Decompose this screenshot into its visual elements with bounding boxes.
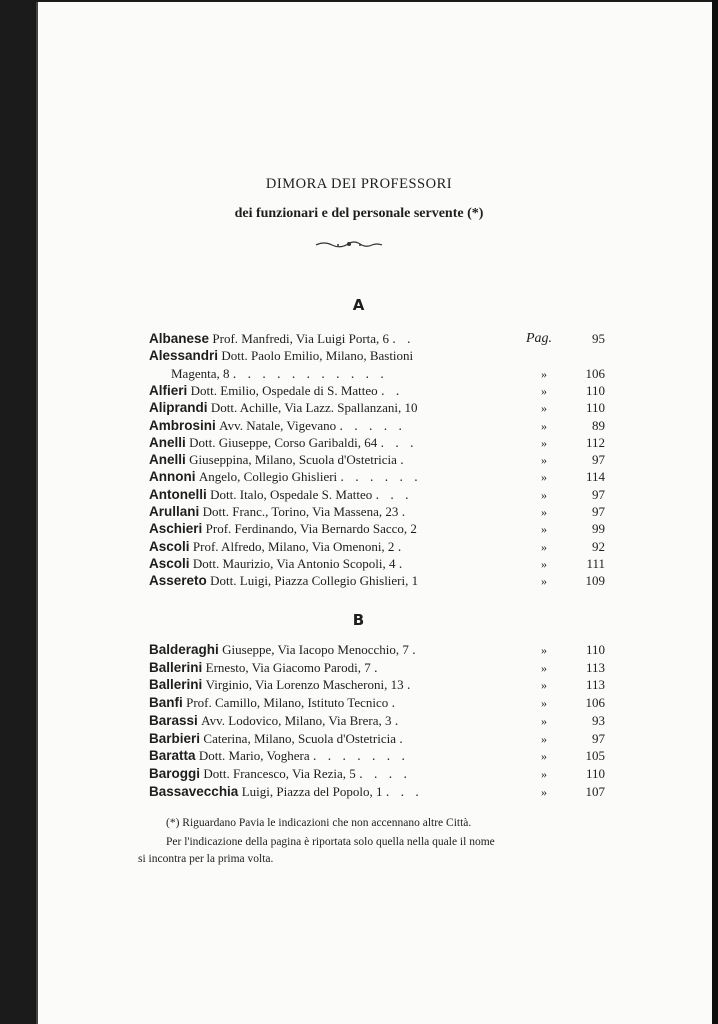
entry-page-number: 106 [585, 695, 605, 711]
directory-entry [149, 417, 605, 435]
entry-surname: Ascoli [149, 555, 190, 571]
directory-entry [149, 468, 605, 486]
entry-detail: Virginio, Via Lorenzo Mascheroni, 13 [205, 677, 404, 693]
entry-page-number: 110 [585, 382, 605, 398]
entry-page-number: 110 [585, 765, 605, 781]
entry-detail: Caterina, Milano, Scuola d'Ostetricia [203, 730, 397, 746]
footnote-line-2: Per l'indicazione della pagina è riportata solo quella nella quale il nome [166, 836, 495, 848]
entry-surname: Alfieri [149, 382, 188, 398]
entry-page-number: 113 [585, 659, 605, 675]
section-letter-b: B [352, 611, 366, 629]
entry-page-number: 97 [592, 486, 605, 502]
entry-surname: Baratta [149, 748, 196, 764]
entry-page-ref: » [541, 784, 547, 799]
entry-detail: Magenta, 8 [171, 365, 230, 381]
entry-page-ref: » [541, 366, 547, 381]
entry-surname: Balderaghi [149, 642, 219, 657]
entry-detail: Dott. Giuseppe, Corso Garibaldi, 64 [189, 434, 378, 450]
entry-dot-leader: . . . [375, 486, 413, 502]
footnote-line-1: (*) Riguardano Pavia le indicazioni che non accennano altre Città. [166, 817, 472, 829]
entry-detail: Dott. Mario, Voghera [198, 748, 310, 764]
entry-page-number: 95 [592, 331, 605, 346]
directory-entry [149, 451, 605, 469]
entry-page-number: 97 [592, 730, 605, 746]
directory-entry [149, 520, 605, 538]
entry-dot-leader: . [391, 695, 400, 711]
entry-surname: Barbieri [149, 730, 201, 746]
entry-surname: Anelli [149, 452, 186, 468]
entry-detail: Prof. Manfredi, Via Luigi Porta, 6 [212, 331, 390, 346]
directory-entry [149, 347, 579, 365]
entry-surname: Ballerini [149, 677, 203, 693]
entry-dot-leader: . [401, 504, 410, 519]
directory-entry [149, 765, 605, 783]
entry-page-number: 106 [585, 365, 605, 381]
entry-detail: Prof. Ferdinando, Via Bernardo Sacco, 2 [205, 521, 417, 537]
entry-detail: Ernesto, Via Giacomo Parodi, 7 [205, 659, 371, 675]
entry-page-number: 89 [592, 417, 605, 433]
entry-page-number: 114 [585, 469, 605, 485]
directory-entry [149, 365, 605, 383]
entry-detail: Giuseppe, Via Iacopo Menocchio, 7 [222, 642, 409, 657]
entry-page-ref: » [541, 453, 547, 468]
entry-page-ref: » [541, 678, 547, 693]
entry-detail: Dott. Maurizio, Via Antonio Scopoli, 4 [192, 555, 396, 571]
page-subtitle: dei funzionari e del personale servente (*) [234, 206, 484, 221]
entry-page-ref: » [541, 660, 547, 675]
entry-surname: Ballerini [149, 659, 203, 675]
entry-page-number: 105 [585, 748, 605, 764]
entry-page-number: 109 [585, 573, 605, 589]
entry-page-number: 92 [592, 538, 605, 554]
entry-dot-leader: . [398, 555, 407, 571]
entry-page-ref: » [541, 418, 547, 433]
directory-entry [149, 503, 605, 521]
directory-entry [149, 538, 605, 556]
directory-entry [149, 572, 605, 590]
entry-page-number: 110 [585, 400, 605, 416]
entry-detail: Luigi, Piazza del Popolo, 1 [241, 783, 383, 799]
entry-page-number: 113 [585, 677, 605, 693]
ornament-flourish-icon [314, 239, 384, 249]
entry-surname: Banfi [149, 695, 183, 711]
entry-page-ref: » [541, 713, 547, 728]
entry-page-ref: » [541, 539, 547, 554]
entry-page-number: 97 [592, 504, 605, 519]
entry-page-ref: » [541, 470, 547, 485]
entry-detail: Dott. Franc., Torino, Via Massena, 23 [202, 504, 399, 519]
entry-page-number: 99 [592, 521, 605, 537]
entry-page-ref: » [541, 383, 547, 398]
entry-detail: Avv. Lodovico, Milano, Via Brera, 3 [201, 712, 392, 728]
entry-detail: Prof. Alfredo, Milano, Via Omenoni, 2 [192, 538, 395, 554]
directory-entry [149, 330, 605, 348]
entry-surname: Bassavecchia [149, 783, 239, 799]
entry-page-number: 107 [585, 783, 605, 799]
entry-page-ref: » [541, 643, 547, 657]
entry-dot-leader: . . [381, 382, 404, 398]
directory-entry [149, 712, 605, 730]
entry-surname: Aschieri [149, 521, 203, 537]
entry-page-ref: » [541, 574, 547, 589]
entry-dot-leader: . . . [385, 783, 423, 799]
entry-page-ref: Pag. [525, 331, 553, 346]
entry-dot-leader: . [400, 452, 408, 468]
section-letter-a: A [352, 296, 366, 314]
directory-entry [149, 434, 605, 452]
entry-detail: Avv. Natale, Vigevano [219, 417, 337, 433]
entry-page-ref: » [541, 766, 547, 781]
entry-surname: Arullani [149, 504, 200, 519]
entry-detail: Angelo, Collegio Ghislieri [198, 469, 338, 485]
entry-surname: Ascoli [149, 538, 190, 554]
page-title: DIMORA DEI PROFESSORI [265, 176, 453, 192]
entry-detail: Dott. Achille, Via Lazz. Spallanzani, 10 [210, 400, 418, 416]
entry-detail: Dott. Italo, Ospedale S. Matteo [210, 486, 373, 502]
directory-entry [149, 730, 605, 748]
directory-entry [149, 382, 605, 400]
entry-detail: Dott. Francesco, Via Rezia, 5 [203, 765, 356, 781]
entry-surname: Antonelli [149, 486, 207, 502]
entry-page-number: 93 [592, 712, 605, 728]
entry-surname: Annoni [149, 469, 196, 485]
footnote-line-3: si incontra per la prima volta. [138, 853, 274, 865]
entry-dot-leader: . [412, 642, 420, 657]
entry-surname: Assereto [149, 573, 207, 589]
entry-surname: Barassi [149, 712, 198, 728]
entry-dot-leader: . . . . . . [340, 469, 422, 485]
directory-entry [149, 747, 605, 765]
entry-page-ref: » [541, 749, 547, 764]
entry-page-number: 110 [585, 642, 605, 657]
entry-page-ref: » [541, 487, 547, 502]
entry-dot-leader: . . . . . . . [313, 748, 409, 764]
directory-entry [149, 676, 605, 694]
directory-entry [149, 659, 605, 677]
entry-page-number: 112 [585, 434, 605, 450]
entry-dot-leader: . . [392, 331, 415, 346]
entry-dot-leader: . . . . . . . . . . . [232, 365, 388, 381]
entry-detail: Dott. Paolo Emilio, Milano, Bastioni [221, 348, 414, 364]
entry-surname: Baroggi [149, 765, 201, 781]
directory-entry [149, 783, 605, 801]
directory-entry [149, 641, 605, 659]
entry-dot-leader: . [407, 677, 415, 693]
entry-page-ref: » [541, 696, 547, 711]
page-edge-shadow [712, 0, 718, 1024]
entry-dot-leader: . [397, 538, 406, 554]
entry-detail: Prof. Camillo, Milano, Istituto Tecnico [186, 695, 389, 711]
entry-surname: Albanese [149, 331, 210, 346]
entry-dot-leader: . . . . . [339, 417, 406, 433]
entry-detail: Dott. Emilio, Ospedale di S. Matteo [190, 382, 378, 398]
entry-page-ref: » [541, 401, 547, 416]
entry-dot-leader: . . . [380, 434, 418, 450]
entry-dot-leader: . . . . [359, 765, 411, 781]
entry-dot-leader: . [394, 712, 403, 728]
entry-surname: Ambrosini [149, 417, 216, 433]
entry-page-ref: » [541, 505, 547, 519]
entry-page-number: 97 [592, 452, 605, 468]
entry-page-ref: » [541, 731, 547, 746]
entry-surname: Aliprandi [149, 400, 208, 416]
entry-surname: Alessandri [149, 348, 219, 364]
entry-dot-leader: . [399, 730, 407, 746]
entry-page-number: 111 [586, 555, 605, 571]
entry-page-ref: » [541, 522, 547, 537]
entry-detail: Giuseppina, Milano, Scuola d'Ostetricia [189, 452, 397, 468]
directory-entry [149, 399, 605, 417]
entry-surname: Anelli [149, 434, 186, 450]
entry-detail: Dott. Luigi, Piazza Collegio Ghislieri, 1 [210, 573, 419, 589]
directory-entry [149, 486, 605, 504]
entry-page-ref: » [541, 435, 547, 450]
directory-entry [149, 555, 605, 573]
directory-entry [149, 694, 605, 712]
entry-page-ref: » [541, 556, 547, 571]
entry-dot-leader: . [374, 659, 382, 675]
